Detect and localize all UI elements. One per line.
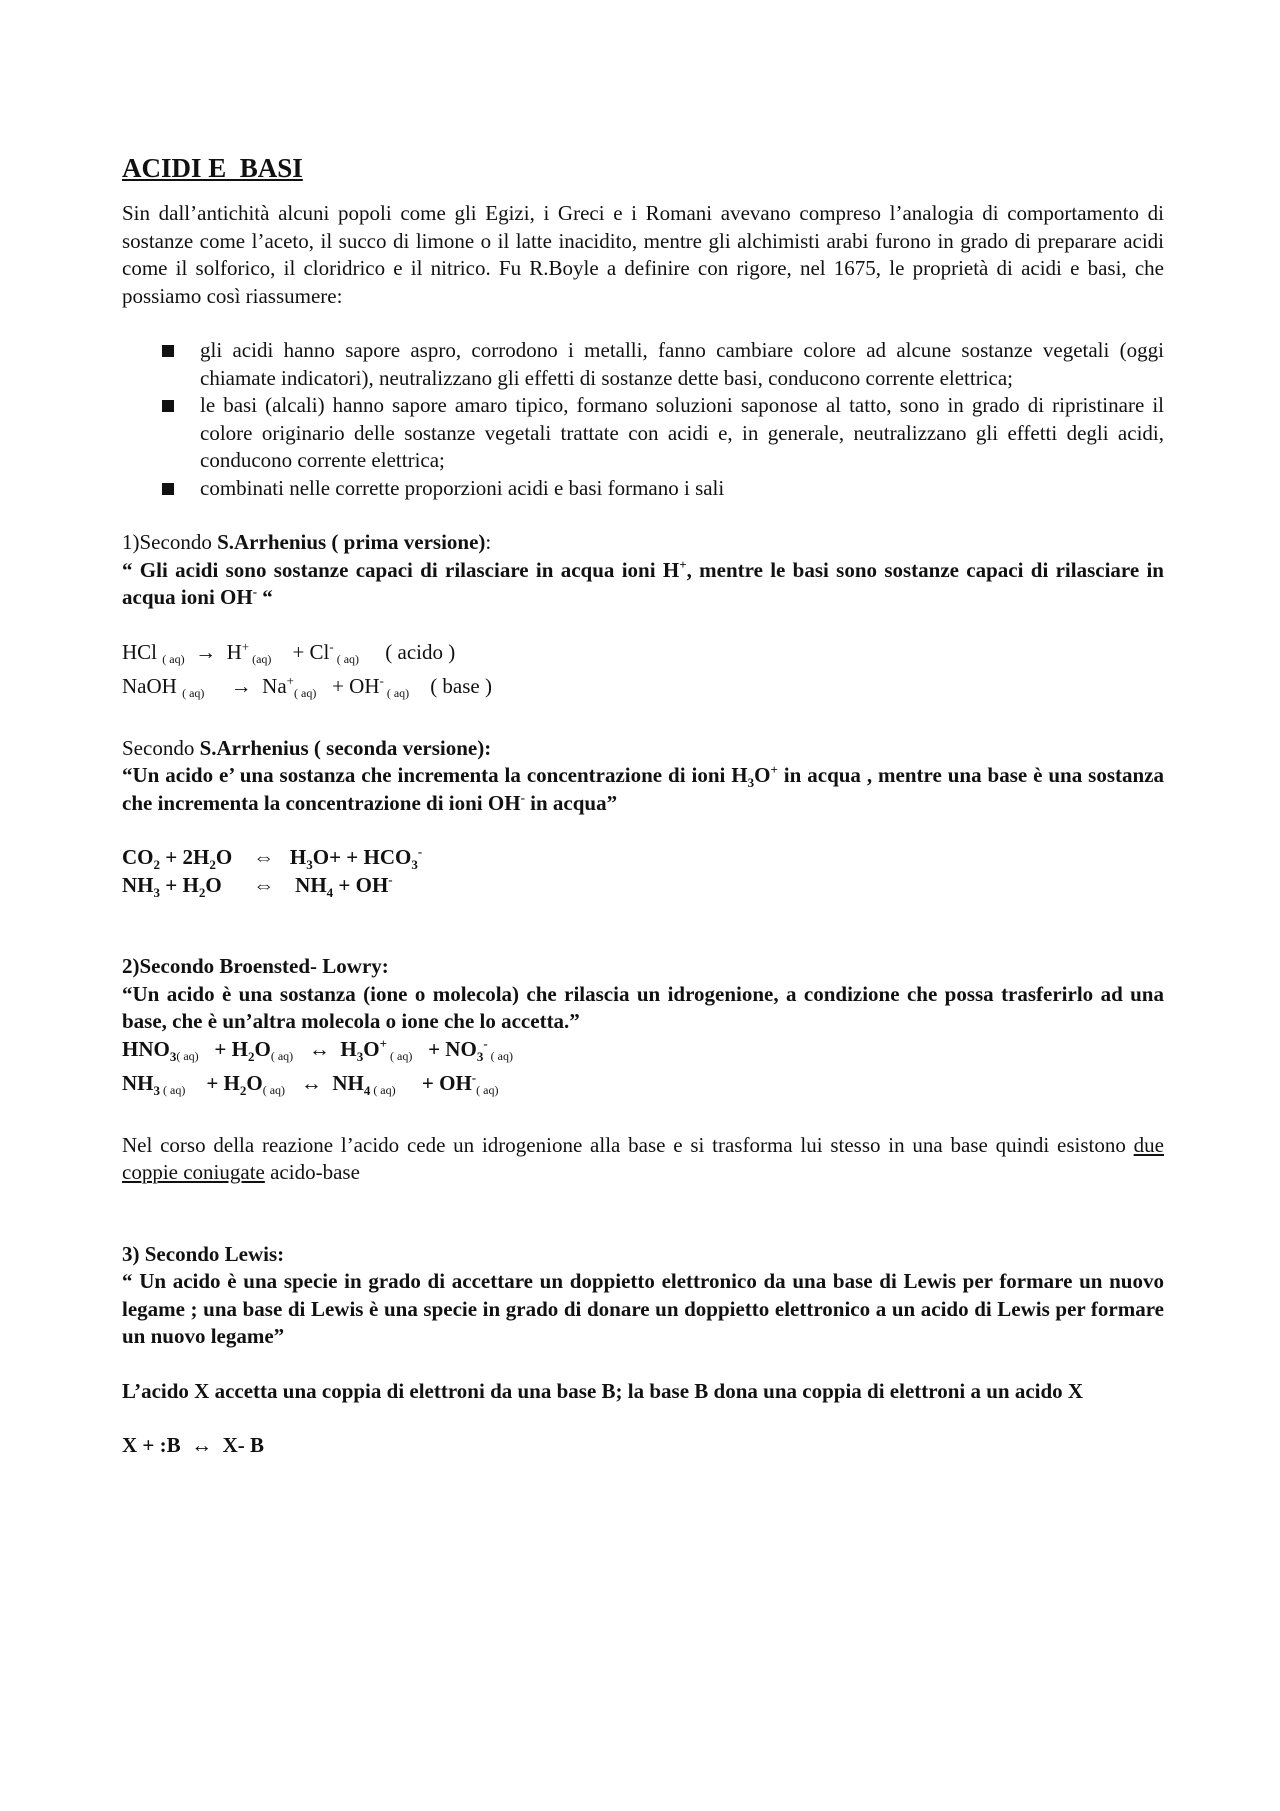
lewis-definition: “ Un acido è una specie in grado di accettare un doppietto elettronico da una base di Lewis per formare un nuovo legame ; una base di Lewis è una specie in grado di donare un doppietto elettronico a un acido di Lewis per formare un nuovo legame” bbox=[122, 1269, 1164, 1348]
equation-naoh: NaOH ( aq) → Na+( aq) + OH- ( aq) ( base ) bbox=[122, 673, 492, 700]
bullet-icon bbox=[162, 345, 174, 357]
bronsted-definition: “Un acido è una sostanza (ione o molecola) che rilascia un idrogenione, a condizione che possa trasferirlo ad una base, che è un’altra molecola o ione che lo accetta.” bbox=[122, 981, 1164, 1033]
underlined-term: due coppie coniugate bbox=[122, 1132, 1164, 1184]
equation-nh3: $NH_3 + H_2O$ ⇔ $NH_4 + OH^-$ bbox=[122, 871, 393, 900]
arrhenius-second-definition: “Un acido e’ una sostanza che incrementa la concentrazione di ioni $H_3O^+$ in acqua , mentre una base è una sostanza che incrementa la concentrazione di ioni OH- in acqua” bbox=[122, 762, 1164, 815]
bullet-icon bbox=[162, 483, 174, 495]
intro-paragraph: Sin dall’antichità alcuni popoli come gli Egizi, i Greci e i Romani avevano compreso l’analogia di comportamento di sostanze come l’aceto, il succo di limone o il latte inacidito, mentre gli alchimisti arabi furono in grado di preparare acidi come il solforico, il cloridrico e il nitrico. Fu R.Boyle a definire con rigore, nel 1675, le proprietà di acidi e basi, che possiamo così riassumere: bbox=[122, 201, 1164, 308]
list-item: le basi (alcali) hanno sapore amaro tipico, formano soluzioni saponose al tatto, sono in grado di ripristinare il colore originario delle sostanze vegetali trattate con acidi e, in generale, neutralizzano gli effetti degli acidi, conducono corrente elettrica; bbox=[122, 392, 1164, 475]
bullet-icon bbox=[162, 400, 174, 412]
document-page bbox=[122, 150, 1164, 1460]
list-item: combinati nelle corrette proporzioni acidi e basi formano i sali bbox=[122, 475, 1164, 503]
equation-hcl: HCl ( aq) → H+ (aq) + Cl- ( aq) ( acido ) bbox=[122, 638, 456, 666]
bronsted-heading: 2)Secondo Broensted- Lowry: bbox=[122, 954, 389, 978]
equation-hno3: $HNO_3$( $aq) + H_2O$( aq) ↔ $H_3O^+$ ( $aq) + NO_3^-$ ( aq) bbox=[122, 1035, 513, 1064]
conjugate-pairs-paragraph: Nel corso della reazione l’acido cede un idrogenione alla base e si trasforma lui stesso in una base quindi esistono due coppie coniugate acido-base bbox=[122, 1132, 1164, 1184]
arrhenius-first-heading: 1)Secondo S.Arrhenius ( prima versione): bbox=[122, 530, 492, 554]
list-item: gli acidi hanno sapore aspro, corrodono i metalli, fanno cambiare colore ad alcune sostanze vegetali (oggi chiamate indicatori), neutralizzano gli effetti di sostanze dette basi, conducono corrente elettrica; bbox=[122, 337, 1164, 392]
equation-co2: $CO_2 + 2H_2O$ ⇔ $H_3O+ + HCO_3^-$ bbox=[122, 844, 423, 873]
equation-nh3-water: $NH_3$ ( aq) + $H_2O$( aq) ↔ $NH_4$ ( aq) + OH-( aq) bbox=[122, 1070, 499, 1099]
lewis-explanation: L’acido X accetta una coppia di elettroni da una base B; la base B dona una coppia di elettroni a un acido X bbox=[122, 1378, 1084, 1403]
equation-lewis: X + :B ↔ X- B bbox=[122, 1433, 265, 1457]
arrhenius-first-definition: “ Gli acidi sono sostanze capaci di rilasciare in acqua ioni H+, mentre le basi sono sostanze capaci di rilasciare in acqua ioni OH- “ bbox=[122, 556, 1164, 609]
properties-list bbox=[122, 337, 1164, 502]
lewis-heading: 3) Secondo Lewis: bbox=[122, 1241, 285, 1266]
page-title: ACIDI E BASI bbox=[122, 153, 303, 183]
arrhenius-second-heading: Secondo S.Arrhenius ( seconda versione): bbox=[122, 735, 492, 760]
